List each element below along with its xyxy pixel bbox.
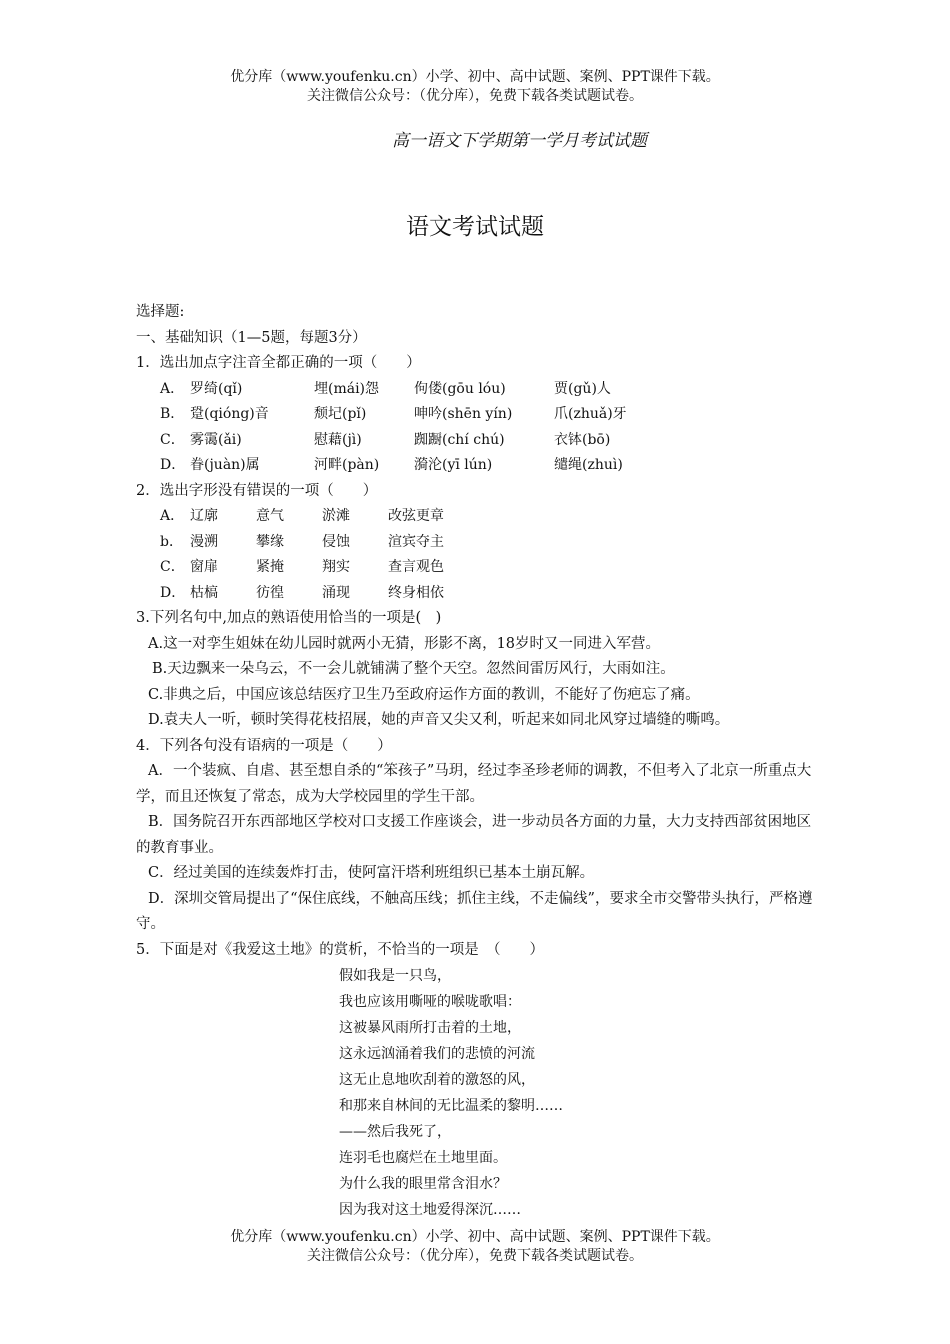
- poem-line: 假如我是一只鸟，: [339, 968, 451, 984]
- question-4-stem: 4．下列各句没有语病的一项是（ ）: [136, 737, 392, 754]
- poem-line: 因为我对这土地爱得深沉……: [339, 1202, 521, 1218]
- question-2-option-b: [136, 530, 816, 556]
- question-2-option-c: [136, 555, 816, 581]
- option-word: 辽廓: [190, 508, 218, 524]
- question-4-option-a: A．一个装疯、自虐、甚至想自杀的“笨孩子”马玥，经过李圣珍老师的调教，不但考入了北京一所重点大学，而且还恢复了常态，成为大学校园里的学生干部。: [136, 763, 812, 805]
- option-word: 呻吟(shēn yín): [414, 406, 513, 422]
- option-word: 意气: [256, 508, 284, 524]
- option-word: 埋(mái)怨: [314, 380, 380, 397]
- question-1-option-a: [136, 377, 816, 403]
- option-word: 踟蹰(chí chú): [414, 431, 505, 448]
- option-word: 终身相依: [388, 584, 444, 601]
- option-word: 攀缘: [256, 533, 284, 550]
- page-footer: [0, 1228, 950, 1266]
- question-3-option-c: C.非典之后，中国应该总结医疗卫生乃至政府运作方面的教训，不能好了伤疤忘了痛。: [148, 686, 700, 703]
- option-letter: b．: [160, 533, 183, 550]
- option-word: 颓圮(pǐ): [314, 406, 367, 422]
- question-2-option-a: [136, 504, 816, 530]
- poem-line: 和那来自林间的无比温柔的黎明……: [339, 1098, 563, 1114]
- option-word: 枯槁: [190, 584, 218, 601]
- option-word: 罗绮(qǐ): [190, 380, 243, 397]
- option-word: 缱绳(zhuì): [554, 457, 623, 473]
- poem-line: ——然后我死了，: [339, 1124, 451, 1140]
- question-2-option-d: [136, 581, 816, 607]
- option-letter: C．: [160, 559, 185, 575]
- question-3-option-a: A.这一对孪生姐妹在幼儿园时就两小无猜，形影不离，18岁时又一同进入军营。: [148, 635, 661, 652]
- option-word: 侵蚀: [322, 533, 350, 550]
- footer-line-1: 优分库（www.youfenku.cn）小学、初中、高中试题、案例、PPT课件下载。: [230, 1229, 720, 1245]
- poem-line: 为什么我的眼里常含泪水？: [339, 1176, 507, 1192]
- option-word: 渲宾夺主: [388, 533, 444, 550]
- part-heading: 一、基础知识（1—5题，每题3分）: [136, 329, 367, 346]
- option-letter: D．: [160, 584, 186, 601]
- option-letter: A．: [160, 380, 185, 397]
- exam-title: 语文考试试题: [406, 214, 544, 240]
- question-2-stem: 2．选出字形没有错误的一项（ ）: [136, 482, 378, 499]
- section-label: 选择题:: [136, 304, 185, 320]
- option-word: 紧掩: [256, 559, 284, 575]
- question-1-option-c: [136, 428, 816, 454]
- header-line-1: 优分库（www.youfenku.cn）小学、初中、高中试题、案例、PPT课件下载。: [230, 69, 720, 85]
- option-word: 爪(zhuǎ)牙: [554, 406, 627, 422]
- poem-excerpt: [339, 963, 816, 1223]
- option-word: 查言观色: [388, 559, 444, 575]
- option-word: 翔实: [322, 559, 350, 575]
- question-1-option-d: [136, 453, 816, 479]
- option-word: 慰藉(jì): [314, 431, 362, 448]
- exam-body: [136, 300, 816, 1223]
- poem-line: 这永远汹涌着我们的悲愤的河流: [339, 1046, 535, 1062]
- question-1-option-b: [136, 402, 816, 428]
- option-word: 跫(qióng)音: [190, 406, 269, 422]
- option-word: 彷徨: [256, 584, 284, 601]
- poem-line: 这被暴风雨所打击着的土地，: [339, 1020, 521, 1036]
- question-4-option-c: C．经过美国的连续轰炸打击，使阿富汗塔利班组织已基本土崩瓦解。: [148, 865, 595, 881]
- poem-line: 这无止息地吹刮着的激怒的风，: [339, 1072, 535, 1088]
- question-4-option-d: D．深圳交管局提出了“保住底线，不触高压线；抓住主线，不走偏线”，要求全市交警带头执行，严格遵守。: [136, 890, 813, 932]
- question-3-option-b: B.天边飘来一朵乌云，不一会儿就铺满了整个天空。忽然间雷厉风行，大雨如注。: [152, 661, 675, 677]
- option-letter: B．: [160, 406, 185, 422]
- option-word: 贾(gǔ)人: [554, 380, 611, 397]
- question-1-stem: 1．选出加点字注音全都正确的一项（ ）: [136, 355, 421, 371]
- page-header: [0, 68, 950, 106]
- option-word: 淤滩: [322, 508, 350, 524]
- option-letter: D．: [160, 457, 186, 473]
- option-word: 眷(juàn)属: [190, 457, 260, 473]
- option-letter: C．: [160, 431, 185, 448]
- option-word: 衣钵(bō): [554, 431, 611, 448]
- option-word: 漪沦(yī lún): [414, 457, 493, 473]
- poem-line: 我也应该用嘶哑的喉咙歌唱：: [339, 994, 521, 1010]
- question-3-option-d: D.袁夫人一听，顿时笑得花枝招展，她的声音又尖又利，听起来如同北风穿过墙缝的嘶鸣。: [148, 712, 730, 728]
- option-word: 漫溯: [190, 533, 218, 550]
- option-word: 窗扉: [190, 559, 218, 575]
- option-word: 改弦更章: [388, 508, 444, 524]
- option-word: 雾霭(ǎi): [190, 431, 242, 448]
- option-word: 佝偻(gōu lóu): [414, 380, 506, 397]
- footer-line-2: 关注微信公众号：（优分库），免费下载各类试题试卷。: [307, 1248, 643, 1264]
- question-5-stem: 5．下面是对《我爱这土地》的赏析，不恰当的一项是 （ ）: [136, 941, 544, 958]
- option-letter: A．: [160, 508, 185, 524]
- header-line-2: 关注微信公众号：（优分库），免费下载各类试题试卷。: [307, 88, 643, 104]
- option-word: 涌现: [322, 584, 350, 601]
- question-3-stem: 3.下列名句中,加点的熟语使用恰当的一项是( ): [136, 610, 442, 626]
- exam-subtitle: 高一语文下学期第一学月考试试题: [392, 131, 647, 151]
- poem-line: 连羽毛也腐烂在土地里面。: [339, 1150, 507, 1166]
- question-4-option-b: B．国务院召开东西部地区学校对口支援工作座谈会，进一步动员各方面的力量，大力支持西部贫困地区的教育事业。: [136, 814, 812, 856]
- option-word: 河畔(pàn): [314, 457, 380, 473]
